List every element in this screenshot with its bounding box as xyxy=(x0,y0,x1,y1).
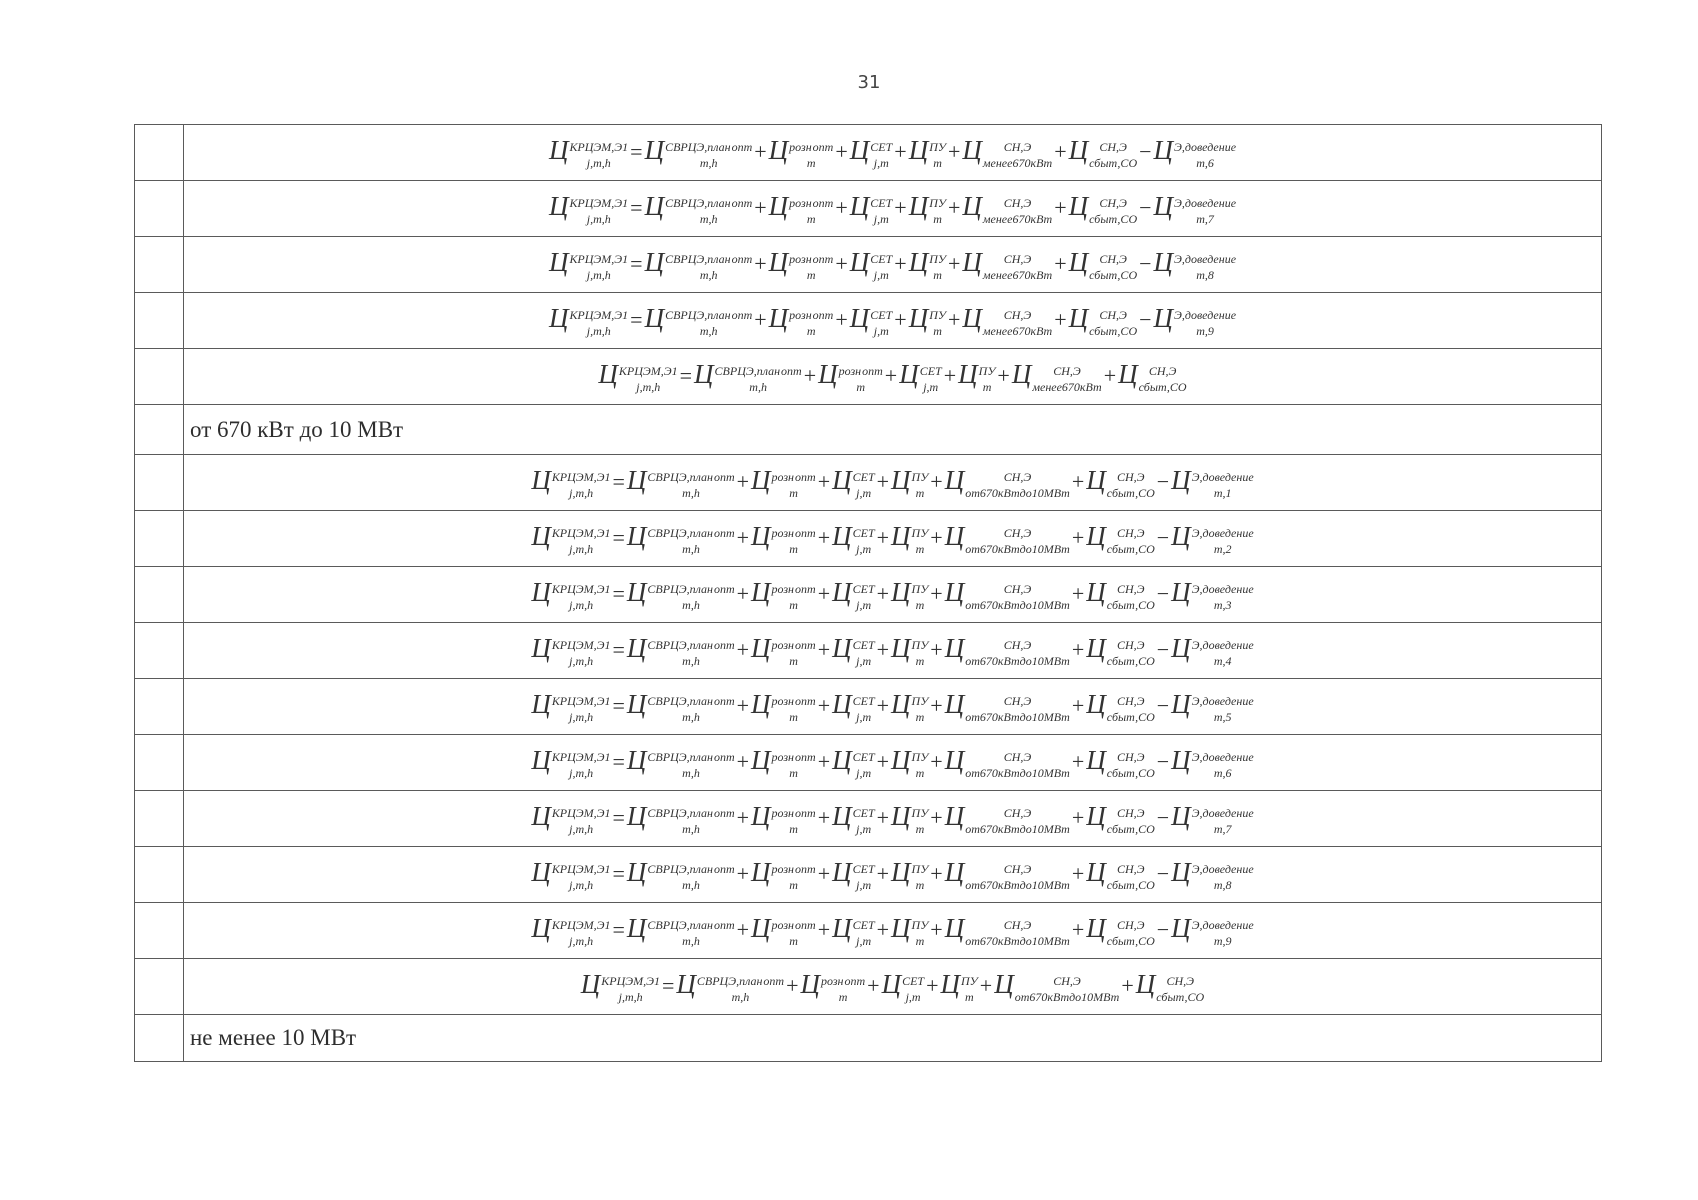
formula-row xyxy=(135,735,1602,791)
term-dovedenie: Ц Э,доведение m,9 xyxy=(1171,913,1254,949)
term-svrtse-plan: Ц СВРЦЭ,план опт m,h xyxy=(626,633,735,669)
price-formula: Ц КРЦЭМ,Э1 j,m,h =Ц СВРЦЭ,план опт m,h +Ц розн опт m +Ц СЕТ j,m +Ц ПУ m +Ц СН,Э от670кВтдо10МВт +Ц СН,Э сбыт,СО −Ц Э,доведение m,9 xyxy=(531,913,1254,949)
price-formula: Ц КРЦЭМ,Э1 j,m,h =Ц СВРЦЭ,план опт m,h +Ц розн опт m +Ц СЕТ j,m +Ц ПУ m +Ц СН,Э от670кВтдо10МВт +Ц СН,Э сбыт,СО −Ц Э,доведение m,3 xyxy=(531,577,1254,613)
term-krtsem: Ц КРЦЭМ,Э1 j,m,h xyxy=(531,913,611,949)
term-krtsem: Ц КРЦЭМ,Э1 j,m,h xyxy=(531,633,611,669)
term-svrtse-plan: Ц СВРЦЭ,план опт m,h xyxy=(694,359,802,395)
term-svrtse-plan: Ц СВРЦЭ,план опт m,h xyxy=(626,577,735,613)
term-pu: Ц ПУ m xyxy=(940,969,978,1005)
term-pu: Ц ПУ m xyxy=(891,857,929,893)
term-dovedenie: Ц Э,доведение m,3 xyxy=(1171,577,1254,613)
term-sn-sbyt: Ц СН,Э сбыт,СО xyxy=(1135,969,1205,1005)
term-set: Ц СЕТ j,m xyxy=(832,857,875,893)
term-set: Ц СЕТ j,m xyxy=(832,745,875,781)
term-svrtse-plan: Ц СВРЦЭ,план опт m,h xyxy=(626,745,735,781)
term-sn-sbyt: Ц СН,Э сбыт,СО xyxy=(1086,465,1155,501)
term-svrtse-plan: Ц СВРЦЭ,план опт m,h xyxy=(644,191,753,227)
formula-row xyxy=(135,567,1602,623)
term-krtsem: Ц КРЦЭМ,Э1 j,m,h xyxy=(531,465,611,501)
term-krtsem: Ц КРЦЭМ,Э1 j,m,h xyxy=(531,689,611,725)
formula-row xyxy=(135,679,1602,735)
term-sn-voltage: Ц СН,Э менее670кВт xyxy=(962,135,1053,171)
term-sn-sbyt: Ц СН,Э сбыт,СО xyxy=(1068,247,1138,283)
section-header: от 670 кВт до 10 МВт xyxy=(184,405,1602,455)
formula-row xyxy=(135,903,1602,959)
page-number: 31 xyxy=(857,72,881,93)
term-sn-sbyt: Ц СН,Э сбыт,СО xyxy=(1086,689,1155,725)
term-svrtse-plan: Ц СВРЦЭ,план опт m,h xyxy=(644,247,753,283)
formula-row xyxy=(135,791,1602,847)
term-rozn: Ц розн опт m xyxy=(751,913,816,949)
term-dovedenie: Ц Э,доведение m,7 xyxy=(1171,801,1254,837)
price-formula: Ц КРЦЭМ,Э1 j,m,h =Ц СВРЦЭ,план опт m,h +Ц розн опт m +Ц СЕТ j,m +Ц ПУ m +Ц СН,Э менее670кВт +Ц СН,Э сбыт,СО −Ц Э,доведение m,7 xyxy=(548,191,1237,227)
term-pu: Ц ПУ m xyxy=(908,135,946,171)
term-set: Ц СЕТ j,m xyxy=(832,633,875,669)
term-dovedenie: Ц Э,доведение m,8 xyxy=(1171,857,1254,893)
formula-row xyxy=(135,181,1602,237)
term-sn-sbyt: Ц СН,Э сбыт,СО xyxy=(1086,633,1155,669)
term-rozn: Ц розн опт m xyxy=(751,521,816,557)
formula-row xyxy=(135,847,1602,903)
term-dovedenie: Ц Э,доведение m,6 xyxy=(1153,135,1237,171)
term-set: Ц СЕТ j,m xyxy=(881,969,925,1005)
term-sn-voltage: Ц СН,Э менее670кВт xyxy=(962,191,1053,227)
section-header: не менее 10 МВт xyxy=(184,1015,1602,1062)
price-formula: Ц КРЦЭМ,Э1 j,m,h =Ц СВРЦЭ,план опт m,h +Ц розн опт m +Ц СЕТ j,m +Ц ПУ m +Ц СН,Э от670кВтдо10МВт +Ц СН,Э сбыт,СО −Ц Э,доведение m,6 xyxy=(531,745,1254,781)
term-krtsem: Ц КРЦЭМ,Э1 j,m,h xyxy=(531,745,611,781)
term-rozn: Ц розн опт m xyxy=(751,801,816,837)
term-sn-sbyt: Ц СН,Э сбыт,СО xyxy=(1086,577,1155,613)
term-rozn: Ц розн опт m xyxy=(751,465,816,501)
term-pu: Ц ПУ m xyxy=(891,521,929,557)
price-formula: Ц КРЦЭМ,Э1 j,m,h =Ц СВРЦЭ,план опт m,h +Ц розн опт m +Ц СЕТ j,m +Ц ПУ m +Ц СН,Э от670кВтдо10МВт +Ц СН,Э сбыт,СО −Ц Э,доведение m,4 xyxy=(531,633,1254,669)
term-pu: Ц ПУ m xyxy=(908,247,946,283)
term-rozn: Ц розн опт m xyxy=(751,633,816,669)
term-rozn: Ц розн опт m xyxy=(751,745,816,781)
term-dovedenie: Ц Э,доведение m,2 xyxy=(1171,521,1254,557)
term-sn-sbyt: Ц СН,Э сбыт,СО xyxy=(1086,801,1155,837)
term-krtsem: Ц КРЦЭМ,Э1 j,m,h xyxy=(531,801,611,837)
term-svrtse-plan: Ц СВРЦЭ,план опт m,h xyxy=(626,857,735,893)
term-svrtse-plan: Ц СВРЦЭ,план опт m,h xyxy=(626,465,735,501)
term-set: Ц СЕТ j,m xyxy=(832,577,875,613)
formula-row xyxy=(135,349,1602,405)
term-sn-voltage: Ц СН,Э от670кВтдо10МВт xyxy=(944,913,1070,949)
term-sn-sbyt: Ц СН,Э сбыт,СО xyxy=(1118,359,1187,395)
term-pu: Ц ПУ m xyxy=(891,745,929,781)
price-formula: Ц КРЦЭМ,Э1 j,m,h =Ц СВРЦЭ,план опт m,h +Ц розн опт m +Ц СЕТ j,m +Ц ПУ m +Ц СН,Э от670кВтдо10МВт +Ц СН,Э сбыт,СО −Ц Э,доведение m,1 xyxy=(531,465,1254,501)
price-formula: Ц КРЦЭМ,Э1 j,m,h =Ц СВРЦЭ,план опт m,h +Ц розн опт m +Ц СЕТ j,m +Ц ПУ m +Ц СН,Э менее670кВт +Ц СН,Э сбыт,СО −Ц Э,доведение m,9 xyxy=(548,303,1237,339)
term-dovedenie: Ц Э,доведение m,1 xyxy=(1171,465,1254,501)
tariff-formula-table xyxy=(134,124,1602,1062)
term-dovedenie: Ц Э,доведение m,8 xyxy=(1153,247,1237,283)
term-sn-voltage: Ц СН,Э менее670кВт xyxy=(962,303,1053,339)
term-rozn: Ц розн опт m xyxy=(818,359,883,395)
term-pu: Ц ПУ m xyxy=(891,913,929,949)
price-formula: Ц КРЦЭМ,Э1 j,m,h =Ц СВРЦЭ,план опт m,h +Ц розн опт m +Ц СЕТ j,m +Ц ПУ m +Ц СН,Э от670кВтдо10МВт +Ц СН,Э сбыт,СО −Ц Э,доведение m,2 xyxy=(531,521,1254,557)
term-sn-voltage: Ц СН,Э от670кВтдо10МВт xyxy=(944,633,1070,669)
term-krtsem: Ц КРЦЭМ,Э1 j,m,h xyxy=(598,359,678,395)
term-sn-sbyt: Ц СН,Э сбыт,СО xyxy=(1086,913,1155,949)
term-rozn: Ц розн опт m xyxy=(768,247,834,283)
section-header-row xyxy=(135,1015,1602,1062)
term-sn-voltage: Ц СН,Э от670кВтдо10МВт xyxy=(944,689,1070,725)
term-sn-sbyt: Ц СН,Э сбыт,СО xyxy=(1068,135,1138,171)
term-dovedenie: Ц Э,доведение m,5 xyxy=(1171,689,1254,725)
term-rozn: Ц розн опт m xyxy=(768,191,834,227)
term-rozn: Ц розн опт m xyxy=(751,689,816,725)
term-sn-voltage: Ц СН,Э от670кВтдо10МВт xyxy=(944,801,1070,837)
term-pu: Ц ПУ m xyxy=(891,689,929,725)
formula-row xyxy=(135,293,1602,349)
price-formula: Ц КРЦЭМ,Э1 j,m,h =Ц СВРЦЭ,план опт m,h +Ц розн опт m +Ц СЕТ j,m +Ц ПУ m +Ц СН,Э менее670кВт +Ц СН,Э сбыт,СО xyxy=(598,359,1187,395)
term-rozn: Ц розн опт m xyxy=(751,577,816,613)
term-svrtse-plan: Ц СВРЦЭ,план опт m,h xyxy=(676,969,785,1005)
term-dovedenie: Ц Э,доведение m,6 xyxy=(1171,745,1254,781)
term-pu: Ц ПУ m xyxy=(891,577,929,613)
term-svrtse-plan: Ц СВРЦЭ,план опт m,h xyxy=(626,913,735,949)
price-formula: Ц КРЦЭМ,Э1 j,m,h =Ц СВРЦЭ,план опт m,h +Ц розн опт m +Ц СЕТ j,m +Ц ПУ m +Ц СН,Э менее670кВт +Ц СН,Э сбыт,СО −Ц Э,доведение m,8 xyxy=(548,247,1237,283)
section-header-row xyxy=(135,405,1602,455)
term-set: Ц СЕТ j,m xyxy=(832,465,875,501)
formula-row xyxy=(135,959,1602,1015)
term-set: Ц СЕТ j,m xyxy=(849,191,893,227)
term-krtsem: Ц КРЦЭМ,Э1 j,m,h xyxy=(580,969,660,1005)
term-rozn: Ц розн опт m xyxy=(751,857,816,893)
term-svrtse-plan: Ц СВРЦЭ,план опт m,h xyxy=(626,521,735,557)
term-pu: Ц ПУ m xyxy=(908,303,946,339)
price-formula: Ц КРЦЭМ,Э1 j,m,h =Ц СВРЦЭ,план опт m,h +Ц розн опт m +Ц СЕТ j,m +Ц ПУ m +Ц СН,Э от670кВтдо10МВт +Ц СН,Э сбыт,СО −Ц Э,доведение m,7 xyxy=(531,801,1254,837)
term-sn-sbyt: Ц СН,Э сбыт,СО xyxy=(1068,191,1138,227)
term-set: Ц СЕТ j,m xyxy=(849,135,893,171)
term-sn-voltage: Ц СН,Э от670кВтдо10МВт xyxy=(994,969,1120,1005)
formula-row xyxy=(135,623,1602,679)
term-rozn: Ц розн опт m xyxy=(768,303,834,339)
term-krtsem: Ц КРЦЭМ,Э1 j,m,h xyxy=(548,191,629,227)
term-sn-sbyt: Ц СН,Э сбыт,СО xyxy=(1068,303,1138,339)
term-pu: Ц ПУ m xyxy=(891,465,929,501)
term-set: Ц СЕТ j,m xyxy=(832,913,875,949)
term-set: Ц СЕТ j,m xyxy=(832,801,875,837)
term-krtsem: Ц КРЦЭМ,Э1 j,m,h xyxy=(548,303,629,339)
term-dovedenie: Ц Э,доведение m,9 xyxy=(1153,303,1237,339)
term-rozn: Ц розн опт m xyxy=(768,135,834,171)
term-krtsem: Ц КРЦЭМ,Э1 j,m,h xyxy=(548,135,629,171)
term-sn-sbyt: Ц СН,Э сбыт,СО xyxy=(1086,745,1155,781)
term-pu: Ц ПУ m xyxy=(908,191,946,227)
price-formula: Ц КРЦЭМ,Э1 j,m,h =Ц СВРЦЭ,план опт m,h +Ц розн опт m +Ц СЕТ j,m +Ц ПУ m +Ц СН,Э менее670кВт +Ц СН,Э сбыт,СО −Ц Э,доведение m,6 xyxy=(548,135,1237,171)
term-sn-voltage: Ц СН,Э менее670кВт xyxy=(1011,359,1102,395)
term-sn-voltage: Ц СН,Э от670кВтдо10МВт xyxy=(944,465,1070,501)
term-svrtse-plan: Ц СВРЦЭ,план опт m,h xyxy=(626,689,735,725)
term-sn-sbyt: Ц СН,Э сбыт,СО xyxy=(1086,521,1155,557)
formula-row xyxy=(135,455,1602,511)
term-dovedenie: Ц Э,доведение m,4 xyxy=(1171,633,1254,669)
formula-row xyxy=(135,511,1602,567)
term-sn-voltage: Ц СН,Э от670кВтдо10МВт xyxy=(944,577,1070,613)
price-formula: Ц КРЦЭМ,Э1 j,m,h =Ц СВРЦЭ,план опт m,h +Ц розн опт m +Ц СЕТ j,m +Ц ПУ m +Ц СН,Э от670кВтдо10МВт +Ц СН,Э сбыт,СО −Ц Э,доведение m,5 xyxy=(531,689,1254,725)
term-svrtse-plan: Ц СВРЦЭ,план опт m,h xyxy=(644,135,753,171)
price-formula: Ц КРЦЭМ,Э1 j,m,h =Ц СВРЦЭ,план опт m,h +Ц розн опт m +Ц СЕТ j,m +Ц ПУ m +Ц СН,Э от670кВтдо10МВт +Ц СН,Э сбыт,СО xyxy=(580,969,1205,1005)
term-set: Ц СЕТ j,m xyxy=(832,689,875,725)
term-krtsem: Ц КРЦЭМ,Э1 j,m,h xyxy=(531,521,611,557)
term-svrtse-plan: Ц СВРЦЭ,план опт m,h xyxy=(626,801,735,837)
term-pu: Ц ПУ m xyxy=(958,359,996,395)
term-krtsem: Ц КРЦЭМ,Э1 j,m,h xyxy=(531,577,611,613)
term-set: Ц СЕТ j,m xyxy=(899,359,942,395)
term-sn-sbyt: Ц СН,Э сбыт,СО xyxy=(1086,857,1155,893)
term-sn-voltage: Ц СН,Э менее670кВт xyxy=(962,247,1053,283)
term-svrtse-plan: Ц СВРЦЭ,план опт m,h xyxy=(644,303,753,339)
term-dovedenie: Ц Э,доведение m,7 xyxy=(1153,191,1237,227)
term-set: Ц СЕТ j,m xyxy=(849,247,893,283)
term-krtsem: Ц КРЦЭМ,Э1 j,m,h xyxy=(531,857,611,893)
term-krtsem: Ц КРЦЭМ,Э1 j,m,h xyxy=(548,247,629,283)
term-set: Ц СЕТ j,m xyxy=(832,521,875,557)
term-pu: Ц ПУ m xyxy=(891,633,929,669)
term-sn-voltage: Ц СН,Э от670кВтдо10МВт xyxy=(944,745,1070,781)
term-set: Ц СЕТ j,m xyxy=(849,303,893,339)
term-rozn: Ц розн опт m xyxy=(800,969,866,1005)
term-sn-voltage: Ц СН,Э от670кВтдо10МВт xyxy=(944,857,1070,893)
price-formula: Ц КРЦЭМ,Э1 j,m,h =Ц СВРЦЭ,план опт m,h +Ц розн опт m +Ц СЕТ j,m +Ц ПУ m +Ц СН,Э от670кВтдо10МВт +Ц СН,Э сбыт,СО −Ц Э,доведение m,8 xyxy=(531,857,1254,893)
formula-row xyxy=(135,125,1602,181)
formula-row xyxy=(135,237,1602,293)
term-pu: Ц ПУ m xyxy=(891,801,929,837)
term-sn-voltage: Ц СН,Э от670кВтдо10МВт xyxy=(944,521,1070,557)
